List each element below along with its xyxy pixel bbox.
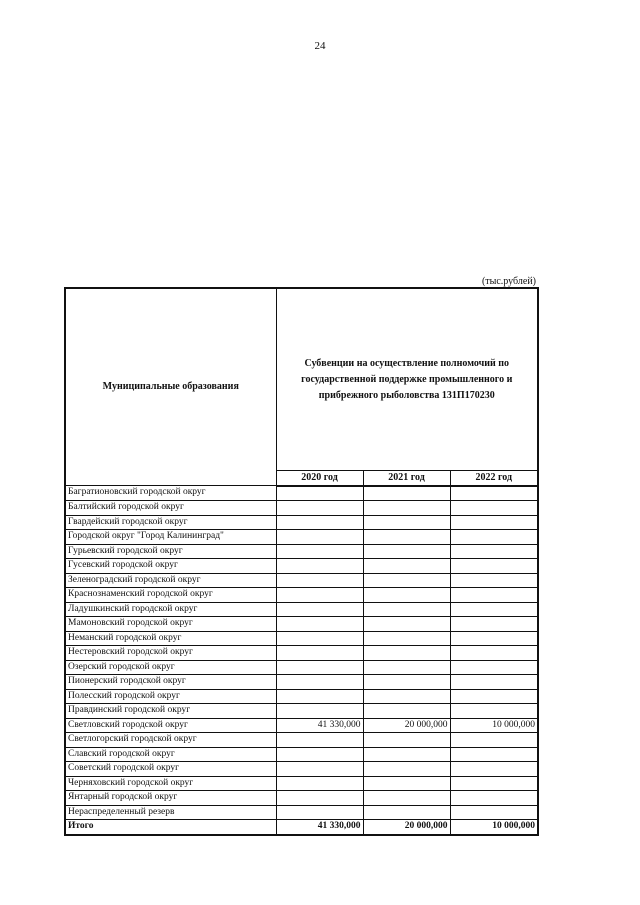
value-2022: [450, 733, 538, 748]
table-row: [65, 805, 538, 820]
value-2022: [450, 646, 538, 661]
table-row: [65, 776, 538, 791]
municipality-name: Мамоновский городской округ: [65, 617, 276, 632]
year-header-2020: 2020 год: [276, 471, 363, 486]
table-row: [65, 718, 538, 733]
municipality-name: Зеленоградский городской округ: [65, 573, 276, 588]
table-row: [65, 762, 538, 777]
value-2020: [276, 689, 363, 704]
value-2021: [363, 747, 450, 762]
value-2021: [363, 791, 450, 806]
value-2021: 20 000,000: [363, 820, 450, 835]
value-2022: [450, 704, 538, 719]
municipality-name: Светловский городской округ: [65, 718, 276, 733]
municipality-name: Гусевский городской округ: [65, 559, 276, 574]
table-row: [65, 631, 538, 646]
value-2020: [276, 704, 363, 719]
value-2022: [450, 805, 538, 820]
value-2021: [363, 588, 450, 603]
value-2022: [450, 675, 538, 690]
value-2020: [276, 486, 363, 501]
value-2021: [363, 617, 450, 632]
value-2022: [450, 776, 538, 791]
page-number: 24: [314, 40, 326, 52]
column-header-municipal: Муниципальные образования: [65, 288, 276, 486]
value-2020: [276, 762, 363, 777]
value-2020: [276, 588, 363, 603]
value-2022: [450, 530, 538, 545]
value-2021: [363, 704, 450, 719]
municipality-name: Светлогорский городской округ: [65, 733, 276, 748]
value-2021: [363, 675, 450, 690]
column-header-subvention: Субвенции на осуществление полномочий по государственной поддержке промышленного и прибрежного рыболовства 131П170230: [276, 288, 538, 471]
value-2022: [450, 689, 538, 704]
municipality-name: Гурьевский городской округ: [65, 544, 276, 559]
table-row: [65, 646, 538, 661]
value-2020: [276, 675, 363, 690]
value-2020: [276, 733, 363, 748]
total-row: [65, 820, 538, 835]
table-row: [65, 515, 538, 530]
municipality-name: Нестеровский городской округ: [65, 646, 276, 661]
value-2020: [276, 559, 363, 574]
value-2021: [363, 573, 450, 588]
value-2021: 20 000,000: [363, 718, 450, 733]
total-label: Итого: [65, 820, 276, 835]
value-2021: [363, 689, 450, 704]
value-2021: [363, 515, 450, 530]
value-2022: [450, 573, 538, 588]
municipality-name: Неманский городской округ: [65, 631, 276, 646]
value-2020: [276, 646, 363, 661]
municipality-name: Правдинский городской округ: [65, 704, 276, 719]
table-row: [65, 573, 538, 588]
table-row: [65, 617, 538, 632]
municipality-name: Гвардейский городской округ: [65, 515, 276, 530]
value-2021: [363, 762, 450, 777]
value-2022: [450, 617, 538, 632]
municipality-name: Черняховский городской округ: [65, 776, 276, 791]
value-2021: [363, 544, 450, 559]
value-2022: 10 000,000: [450, 718, 538, 733]
municipality-name: Нераспределенный резерв: [65, 805, 276, 820]
value-2021: [363, 776, 450, 791]
value-2020: [276, 791, 363, 806]
value-2020: [276, 515, 363, 530]
value-2021: [363, 733, 450, 748]
municipality-name: Озерский городской округ: [65, 660, 276, 675]
subvention-table: [64, 287, 539, 836]
value-2021: [363, 530, 450, 545]
value-2020: [276, 501, 363, 516]
table-row: [65, 675, 538, 690]
value-2020: [276, 660, 363, 675]
municipality-name: Балтийский городской округ: [65, 501, 276, 516]
value-2021: [363, 486, 450, 501]
value-2022: [450, 501, 538, 516]
municipality-name: Славский городской округ: [65, 747, 276, 762]
municipality-name: Багратионовский городской округ: [65, 486, 276, 501]
value-2022: [450, 631, 538, 646]
table-row: [65, 689, 538, 704]
value-2021: [363, 660, 450, 675]
value-2022: [450, 559, 538, 574]
value-2020: [276, 573, 363, 588]
table-row: [65, 660, 538, 675]
header-row: [65, 288, 538, 471]
value-2020: [276, 805, 363, 820]
table-row: [65, 559, 538, 574]
value-2022: [450, 602, 538, 617]
value-2020: [276, 631, 363, 646]
value-2022: [450, 544, 538, 559]
units-label: (тыс.рублей): [481, 276, 536, 287]
value-2021: [363, 805, 450, 820]
value-2020: [276, 776, 363, 791]
value-2020: 41 330,000: [276, 718, 363, 733]
table-row: [65, 501, 538, 516]
table-row: [65, 530, 538, 545]
value-2022: [450, 791, 538, 806]
value-2022: [450, 515, 538, 530]
municipality-name: Янтарный городской округ: [65, 791, 276, 806]
value-2021: [363, 631, 450, 646]
value-2020: [276, 617, 363, 632]
year-header-2022: 2022 год: [450, 471, 538, 486]
value-2022: 10 000,000: [450, 820, 538, 835]
table-row: [65, 791, 538, 806]
value-2021: [363, 501, 450, 516]
year-header-2021: 2021 год: [363, 471, 450, 486]
value-2022: [450, 747, 538, 762]
value-2020: [276, 747, 363, 762]
municipality-name: Краснознаменский городской округ: [65, 588, 276, 603]
value-2021: [363, 602, 450, 617]
value-2022: [450, 762, 538, 777]
table-row: [65, 733, 538, 748]
municipality-name: Советский городской округ: [65, 762, 276, 777]
municipality-name: Ладушкинский городской округ: [65, 602, 276, 617]
value-2022: [450, 660, 538, 675]
table-row: [65, 602, 538, 617]
value-2020: [276, 602, 363, 617]
value-2020: [276, 530, 363, 545]
table-row: [65, 588, 538, 603]
municipality-name: Полесский городской округ: [65, 689, 276, 704]
table-row: [65, 747, 538, 762]
value-2022: [450, 588, 538, 603]
value-2021: [363, 646, 450, 661]
value-2020: [276, 544, 363, 559]
municipality-name: Пионерский городской округ: [65, 675, 276, 690]
table-row: [65, 544, 538, 559]
table-row: [65, 704, 538, 719]
value-2020: 41 330,000: [276, 820, 363, 835]
value-2022: [450, 486, 538, 501]
value-2021: [363, 559, 450, 574]
municipality-name: Городской округ "Город Калининград": [65, 530, 276, 545]
table-row: [65, 486, 538, 501]
